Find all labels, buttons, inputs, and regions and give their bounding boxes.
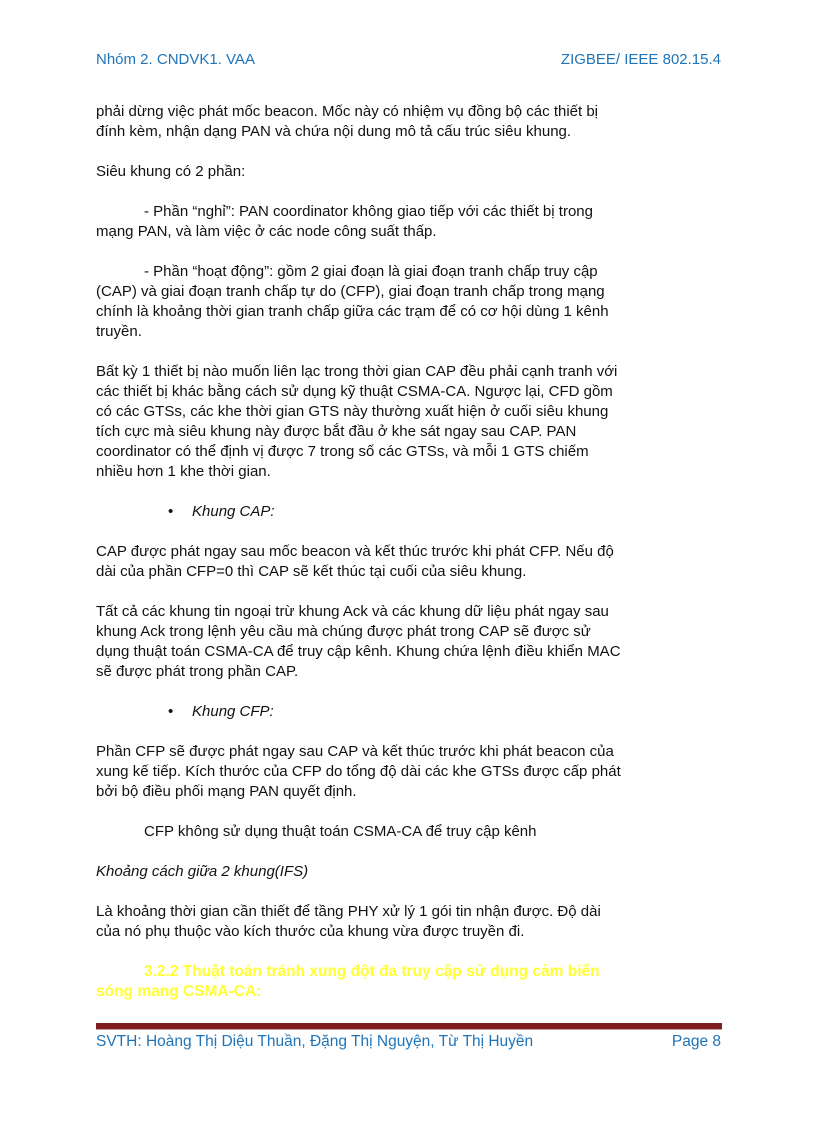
page-body bbox=[96, 102, 626, 1022]
paragraph-ifs-description: Là khoảng thời gian cần thiết để tầng PHY xử lý 1 gói tin nhận được. Độ dài của nó phụ thuộc vào kích thước của khung vừa được truyền đi. bbox=[96, 903, 601, 940]
paragraph-cap-frames: Tất cả các khung tin ngoại trừ khung Ack và các khung dữ liệu phát ngay sau khung Ack trong lệnh yêu cầu mà chúng được phát trong CAP sẽ được sử dụng thuật toán CSMA-CA để truy cập kênh. Khung chứa lệnh điều khiển MAC sẽ được phát trong phần CAP. bbox=[96, 603, 621, 680]
footer-authors: SVTH: Hoàng Thị Diệu Thuần, Đặng Thị Nguyện, Từ Thị Huyền bbox=[96, 1033, 534, 1050]
bullet-label-cfp: Khung CFP: bbox=[192, 703, 274, 720]
paragraph-cap-contention: Bất kỳ 1 thiết bị nào muốn liên lạc trong thời gian CAP đều phải cạnh tranh với các thiết bị khác bằng cách sử dụng kỹ thuật CSMA-CA. Ngược lại, CFD gồm có các GTSs, các khe thời gian GTS này thường xuất hiện ở cuối siêu khung tích cực mà siêu khung này được bắt đầu ở khe sát ngay sau CAP. PAN coordinator có thể định vị được 7 trong số các GTSs, và mỗi 1 GTS chiếm nhiều hơn 1 khe thời gian. bbox=[96, 363, 618, 480]
section-heading: 3.2.2 Thuật toán tránh xung đột đa truy cập sử dụng cảm biến sóng mang CSMA-CA: bbox=[96, 963, 600, 1000]
paragraph-cfp-description: Phần CFP sẽ được phát ngay sau CAP và kết thúc trước khi phát beacon của xung kế tiếp. Kích thước của CFP do tổng độ dài các khe GTSs được cấp phát bởi bộ điều phối mạng PAN quyết định. bbox=[96, 743, 621, 800]
paragraph-cfp-no-csma: CFP không sử dụng thuật toán CSMA-CA để truy cập kênh bbox=[144, 823, 537, 840]
page-header bbox=[96, 51, 721, 68]
header-left-text: Nhóm 2. CNDVK1. VAA bbox=[96, 51, 255, 68]
bullet-icon: • bbox=[168, 703, 174, 720]
paragraph-superframe-intro: Siêu khung có 2 phần: bbox=[96, 163, 246, 180]
paragraph-beacon: phải dừng việc phát mốc beacon. Mốc này có nhiệm vụ đồng bộ các thiết bị đính kèm, nhận dạng PAN và chứa nội dung mô tả cấu trúc siêu khung. bbox=[96, 103, 599, 140]
paragraph-cap-description: CAP được phát ngay sau mốc beacon và kết thúc trước khi phát CFP. Nếu độ dài của phần CFP=0 thì CAP sẽ kết thúc tại cuối của siêu khung. bbox=[96, 543, 614, 580]
paragraph-ifs-title: Khoảng cách giữa 2 khung(IFS) bbox=[96, 863, 309, 880]
bullet-label-cap: Khung CAP: bbox=[192, 503, 275, 520]
page-number: Page 8 bbox=[671, 1033, 721, 1050]
header-right-text: ZIGBEE/ IEEE 802.15.4 bbox=[560, 51, 721, 68]
bullet-icon: • bbox=[168, 503, 174, 520]
bullet-item-cap bbox=[96, 502, 626, 522]
paragraph-active-part: - Phần “hoạt động”: gồm 2 giai đoạn là giai đoạn tranh chấp truy cập (CAP) và giai đoạn tranh chấp tự do (CFP), giai đoạn tranh chấp trong mạng chính là khoảng thời gian tranh chấp giữa các trạm để có cơ hội dùng 1 kênh truyền. bbox=[96, 263, 609, 340]
footer-divider bbox=[96, 1023, 722, 1030]
bullet-item-cfp bbox=[96, 702, 626, 722]
page-footer bbox=[96, 1033, 721, 1051]
paragraph-inactive-part: - Phần “nghỉ”: PAN coordinator không giao tiếp với các thiết bị trong mạng PAN, và làm việc ở các node công suất thấp. bbox=[96, 203, 593, 240]
